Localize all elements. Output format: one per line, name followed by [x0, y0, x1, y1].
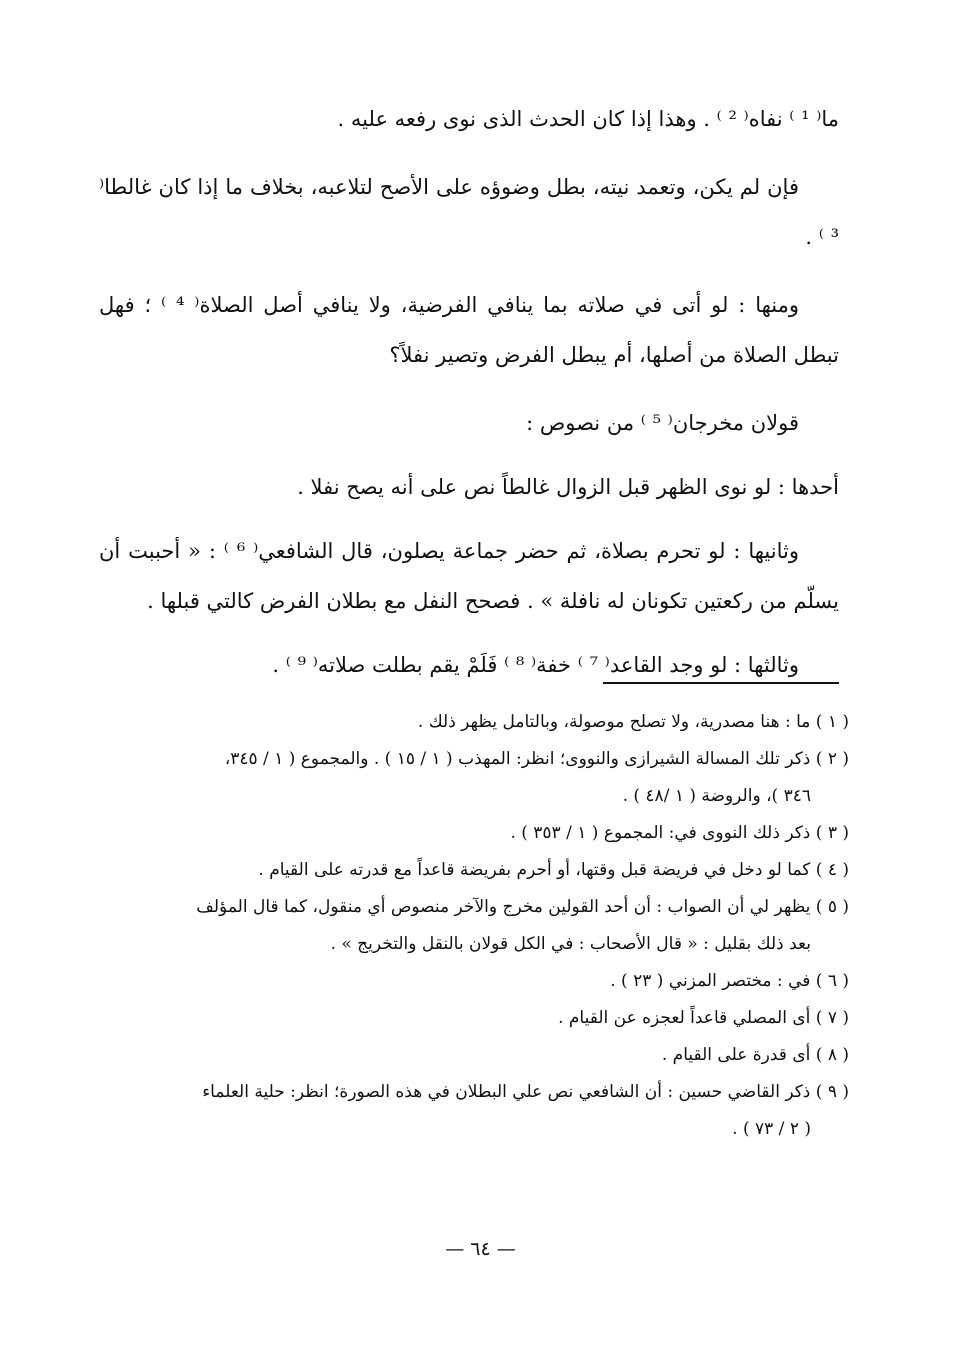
footnote-5: [104, 889, 849, 963]
footnote-3: [104, 815, 849, 852]
footnote-2-text: ( ٢ ) ذكر تلك المسالة الشيرازى والنووى؛ انظر: المهذب ( ١ / ١٥ ) . والمجموع ( ١ / ٣٤٥،: [224, 749, 849, 769]
footnotes: [104, 704, 849, 1148]
paragraph-2: فإن لم يكن، وتعمد نيته، بطل وضوؤه على الأصح لتلاعبه، بخلاف ما إذا كان غالطا⁽ ³ ⁾ .: [99, 175, 839, 249]
footnote-5-text: ( ٥ ) يظهر لي أن الصواب : أن أحد القولين مخرج والآخر منصوص أي منقول، كما قال المؤلف: [196, 897, 849, 917]
footnote-9-continuation: ( ٢ / ٧٣ ) .: [732, 1119, 811, 1139]
footnote-2-continuation: ٣٤٦ )، والروضة ( ١ /٤٨ ) .: [622, 786, 811, 806]
footnote-3-text: ( ٣ ) ذكر ذلك النووى في: المجموع ( ١ / ٣٥٣ ) .: [510, 823, 849, 843]
main-text: [99, 94, 839, 708]
footnote-9: [104, 1074, 849, 1148]
paragraph-1: ما⁽ ¹ ⁾ نفاه⁽ ² ⁾ . وهذا إذا كان الحدث الذى نوى رفعه عليه .: [337, 107, 839, 131]
footnote-separator: [603, 682, 839, 684]
footnote-8-text: ( ٨ ) أى قدرة على القيام .: [661, 1045, 849, 1065]
footnote-2: [104, 741, 849, 815]
paragraph-6: وثانيها : لو تحرم بصلاة، ثم حضر جماعة يصلون، قال الشافعي⁽ ⁶ ⁾ : « أحببت أن يسلّم من ركعتين تكونان له نافلة » . فصحح النفل مع بطلان الفرض كالتي قبلها .: [99, 539, 839, 613]
footnote-8: [104, 1037, 849, 1074]
paragraph-7: وثالثها : لو وجد القاعد⁽ ⁷ ⁾ خفة⁽ ⁸ ⁾ فَلَمْ يقم بطلت صلاته⁽ ⁹ ⁾ .: [272, 653, 799, 677]
paragraph-4: قولان مخرجان⁽ ⁵ ⁾ من نصوص :: [526, 411, 799, 435]
footnote-4: [104, 852, 849, 889]
page-number: — ٦٤ —: [445, 1238, 516, 1260]
footnote-6-text: ( ٦ ) في : مختصر المزني ( ٢٣ ) .: [610, 971, 849, 991]
footnote-4-text: ( ٤ ) كما لو دخل في فريضة قبل وقتها، أو أحرم بفريضة قاعداً مع قدرته على القيام .: [258, 860, 849, 880]
footnote-7-text: ( ٧ ) أى المصلي قاعداً لعجزه عن القيام .: [558, 1008, 849, 1028]
footnote-7: [104, 1000, 849, 1037]
paragraph-3: ومنها : لو أتى في صلاته بما ينافي الفرضية، ولا ينافي أصل الصلاة⁽ ⁴ ⁾ ؛ فهل تبطل الصلاة من أصلها، أم يبطل الفرض وتصير نفلاً؟: [99, 293, 839, 367]
footnote-9-text: ( ٩ ) ذكر القاضي حسين : أن الشافعي نص علي البطلان في هذه الصورة؛ انظر: حلية العلماء: [202, 1082, 849, 1102]
footnote-6: [104, 963, 849, 1000]
footnote-5-continuation: بعد ذلك بقليل : « قال الأصحاب : في الكل قولان بالنقل والتخريج » .: [330, 934, 811, 954]
footnote-1: [104, 704, 849, 741]
footnote-1-text: ( ١ ) ما : هنا مصدرية، ولا تصلح موصولة، وبالتامل يظهر ذلك .: [417, 712, 849, 732]
paragraph-5: أحدها : لو نوى الظهر قبل الزوال غالطاً نص على أنه يصح نفلا .: [297, 475, 839, 499]
